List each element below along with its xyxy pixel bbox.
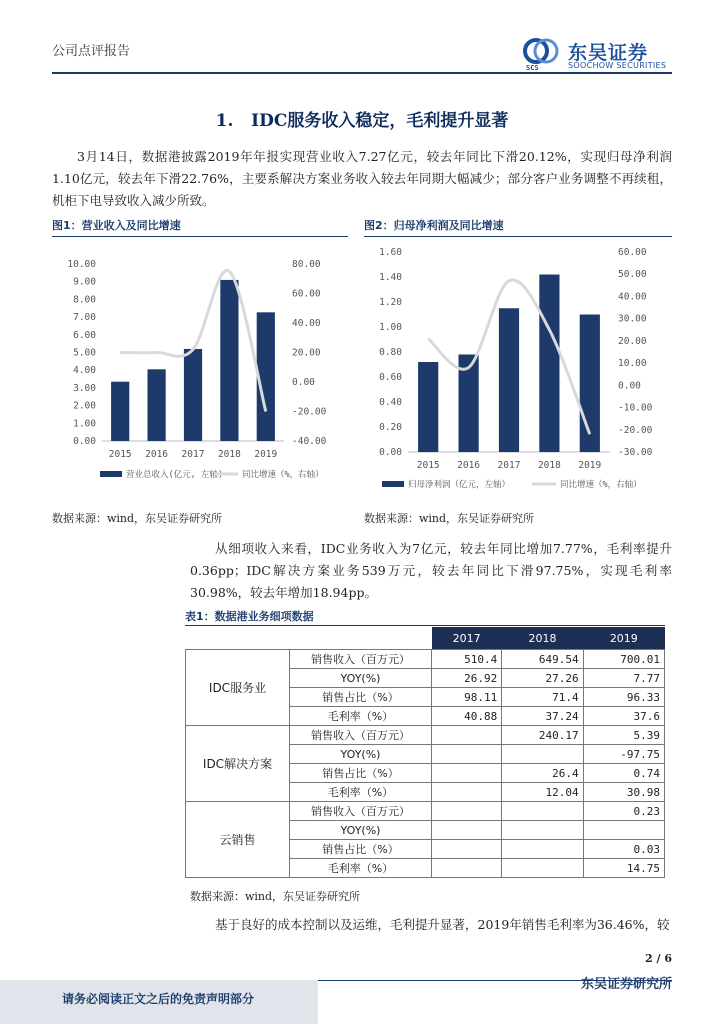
segment-data-table xyxy=(185,627,665,878)
legend-bar-swatch xyxy=(382,481,404,487)
bar xyxy=(539,275,559,453)
left-axis-tick: 0.40 xyxy=(379,397,402,408)
table-cell: 37.24 xyxy=(502,707,583,726)
table-cell xyxy=(432,859,502,878)
soochow-logo xyxy=(522,38,672,72)
table-metric-label: YOY(%) xyxy=(290,745,432,764)
table-cell: 37.6 xyxy=(583,707,664,726)
bar xyxy=(184,349,202,441)
table-metric-label: 毛利率（%） xyxy=(290,707,432,726)
table-cell: 14.75 xyxy=(583,859,664,878)
bar xyxy=(418,362,438,452)
section-title-text: IDC服务收入稳定，毛利提升显著 xyxy=(251,111,509,131)
right-axis-tick: 10.00 xyxy=(618,358,647,370)
figure1-title: 图1：营业收入及同比增速 xyxy=(52,219,181,232)
table-cell: 0.03 xyxy=(583,840,664,859)
legend-line-label: 同比增速（%，右轴） xyxy=(560,480,642,490)
logo-mark-icon xyxy=(522,38,566,72)
left-axis-tick: 1.20 xyxy=(379,297,402,308)
table-metric-label: YOY(%) xyxy=(290,669,432,688)
header-year: 2018 xyxy=(502,627,583,650)
left-axis-tick: 0.80 xyxy=(379,347,402,358)
right-axis-tick: 20.00 xyxy=(292,347,321,359)
right-axis-tick: -30.00 xyxy=(618,447,653,458)
paragraph-1: 3月14日，数据港披露2019年年报实现营业收入7.27亿元，较去年同比下滑20.12%，实现归母净利润1.10亿元，较去年下滑22.76%，主要系解决方案业务收入较去年同期大幅减少；部分客户业务调整不再续租，机柜下电导致收入减少所致。 xyxy=(52,149,672,208)
left-axis-tick: 1.60 xyxy=(379,247,402,258)
left-axis-tick: 0.60 xyxy=(379,372,402,383)
table-source: 数据来源：wind，东吴证券研究所 xyxy=(190,890,361,903)
table-header-row xyxy=(186,627,665,650)
table-metric-label: 销售占比（%） xyxy=(290,764,432,783)
paragraph-2: 从细项收入来看，IDC业务收入为7亿元，较去年同比增加7.77%，毛利率提升0.36pp；IDC解决方案业务539万元，较去年同比下滑97.75%，实现毛利率30.98%，较去年增加18.94pp。 xyxy=(190,541,672,600)
table-metric-label: 销售占比（%） xyxy=(290,688,432,707)
table-cell xyxy=(432,840,502,859)
table-cell xyxy=(502,859,583,878)
x-axis-tick: 2017 xyxy=(181,449,205,460)
figure1-chart xyxy=(52,240,348,498)
x-axis-tick: 2019 xyxy=(578,460,602,471)
table-cell: 0.23 xyxy=(583,802,664,821)
table-metric-label: YOY(%) xyxy=(290,821,432,840)
table-cell xyxy=(432,764,502,783)
left-axis-tick: 8.00 xyxy=(73,294,96,306)
header-year: 2017 xyxy=(432,627,502,650)
table-cell: 649.54 xyxy=(502,650,583,669)
x-axis-tick: 2019 xyxy=(254,449,278,460)
bar xyxy=(220,280,238,441)
table-cell: 510.4 xyxy=(432,650,502,669)
table-cell: 26.4 xyxy=(502,764,583,783)
footer xyxy=(0,977,724,1024)
right-axis-tick: 40.00 xyxy=(292,318,321,329)
table-cell: 12.04 xyxy=(502,783,583,802)
left-axis-tick: 0.00 xyxy=(73,436,96,447)
table-cell: 240.17 xyxy=(502,726,583,745)
header-blank-metric xyxy=(290,627,432,650)
right-axis-tick: -10.00 xyxy=(618,402,653,414)
table-metric-label: 销售收入（百万元） xyxy=(290,726,432,745)
table-cell xyxy=(432,745,502,764)
bar xyxy=(111,382,129,441)
table-cell xyxy=(502,745,583,764)
left-axis-tick: 1.40 xyxy=(379,272,402,283)
right-axis-tick: -40.00 xyxy=(292,436,327,447)
table-cell: 26.92 xyxy=(432,669,502,688)
table-group-label: 云销售 xyxy=(186,802,290,878)
table-cell xyxy=(432,821,502,840)
table-cell xyxy=(502,802,583,821)
x-axis-tick: 2017 xyxy=(497,460,521,471)
table-cell: 98.11 xyxy=(432,688,502,707)
bar xyxy=(499,308,519,452)
table-metric-label: 销售收入（百万元） xyxy=(290,802,432,821)
page-number: 2 / 6 xyxy=(645,952,672,965)
table-group-label: IDC解决方案 xyxy=(186,726,290,802)
legend-line-label: 同比增速（%，右轴） xyxy=(242,470,324,480)
table-metric-label: 销售占比（%） xyxy=(290,840,432,859)
table-metric-label: 毛利率（%） xyxy=(290,783,432,802)
logo-name-cn: 东吴证券 xyxy=(568,42,649,64)
right-axis-tick: 60.00 xyxy=(292,288,321,300)
x-axis-tick: 2016 xyxy=(145,449,169,460)
footer-org: 东吴证券研究所 xyxy=(580,977,672,992)
right-axis-tick: 40.00 xyxy=(618,291,647,303)
left-axis-tick: 9.00 xyxy=(73,276,96,288)
table-cell: 700.01 xyxy=(583,650,664,669)
logo-mark-text: SCS xyxy=(526,64,539,72)
table-cell: 71.4 xyxy=(502,688,583,707)
left-axis-tick: 6.00 xyxy=(73,329,96,341)
table-cell xyxy=(502,840,583,859)
table-cell xyxy=(502,821,583,840)
table-row xyxy=(186,802,665,821)
legend-bar-swatch xyxy=(100,471,122,477)
right-axis-tick: -20.00 xyxy=(618,424,653,436)
table-row xyxy=(186,726,665,745)
table-cell: 27.26 xyxy=(502,669,583,688)
legend-bar-label: 营业总收入(亿元, 左轴) xyxy=(126,470,223,480)
left-axis-tick: 0.20 xyxy=(379,422,402,433)
figure2-title: 图2：归母净利润及同比增速 xyxy=(364,219,504,232)
table-cell: 40.88 xyxy=(432,707,502,726)
left-axis-tick: 5.00 xyxy=(73,347,96,359)
figure2-chart xyxy=(364,240,672,498)
table-cell xyxy=(432,726,502,745)
left-axis-tick: 7.00 xyxy=(73,312,96,324)
left-axis-tick: 0.00 xyxy=(379,447,402,458)
table-title-divider xyxy=(185,625,665,626)
right-axis-tick: 30.00 xyxy=(618,313,647,325)
table-title: 表1：数据港业务细项数据 xyxy=(185,610,314,623)
x-axis-tick: 2018 xyxy=(537,460,561,471)
figure2-source: 数据来源：wind，东吴证券研究所 xyxy=(364,512,535,525)
right-axis-tick: 80.00 xyxy=(292,259,321,270)
table-cell xyxy=(583,821,664,840)
x-axis-tick: 2018 xyxy=(217,449,241,460)
left-axis-tick: 4.00 xyxy=(73,365,96,377)
right-axis-tick: -20.00 xyxy=(292,406,327,418)
header-divider xyxy=(52,72,672,74)
table-row xyxy=(186,650,665,669)
table-cell: 5.39 xyxy=(583,726,664,745)
left-axis-tick: 1.00 xyxy=(379,322,402,333)
table-cell: 96.33 xyxy=(583,688,664,707)
section-title xyxy=(0,106,724,131)
paragraph-3: 基于良好的成本控制以及运维，毛利提升显著，2019年销售毛利率为36.46%，较 xyxy=(215,917,670,932)
x-axis-tick: 2015 xyxy=(416,460,440,471)
header-blank-group xyxy=(186,627,290,650)
left-axis-tick: 2.00 xyxy=(73,400,96,412)
table-metric-label: 毛利率（%） xyxy=(290,859,432,878)
legend-bar-label: 归母净利润（亿元，左轴） xyxy=(408,480,511,490)
left-axis-tick: 10.00 xyxy=(67,259,96,270)
table-cell: 7.77 xyxy=(583,669,664,688)
right-axis-tick: 60.00 xyxy=(618,247,647,258)
table-cell xyxy=(432,783,502,802)
figure1-source: 数据来源：wind，东吴证券研究所 xyxy=(52,512,223,525)
table-cell: 30.98 xyxy=(583,783,664,802)
report-type-label: 公司点评报告 xyxy=(52,44,131,59)
right-axis-tick: 50.00 xyxy=(618,269,647,281)
left-axis-tick: 3.00 xyxy=(73,382,96,394)
right-axis-tick: 20.00 xyxy=(618,335,647,347)
header-year: 2019 xyxy=(583,627,664,650)
section-number: 1. xyxy=(215,111,234,131)
table-metric-label: 销售收入（百万元） xyxy=(290,650,432,669)
table-group-label: IDC服务业 xyxy=(186,650,290,726)
right-axis-tick: 0.00 xyxy=(292,377,315,388)
figure1-divider xyxy=(52,236,348,237)
bar xyxy=(148,369,166,441)
x-axis-tick: 2015 xyxy=(108,449,132,460)
table-cell xyxy=(432,802,502,821)
footer-disclaimer: 请务必阅读正文之后的免责声明部分 xyxy=(62,992,255,1006)
left-axis-tick: 1.00 xyxy=(73,418,96,430)
x-axis-tick: 2016 xyxy=(457,460,481,471)
table-cell: 0.74 xyxy=(583,764,664,783)
right-axis-tick: 0.00 xyxy=(618,380,641,392)
figure2-divider xyxy=(364,236,672,237)
logo-name-en: SOOCHOW SECURITIES xyxy=(568,61,667,70)
table-cell: -97.75 xyxy=(583,745,664,764)
